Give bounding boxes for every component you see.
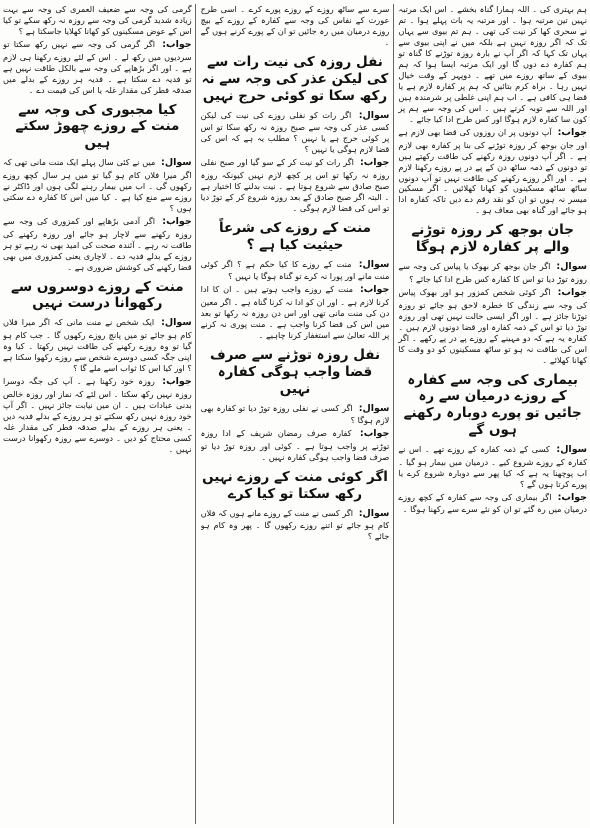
question-block: [3, 317, 192, 374]
answer-label: جواب:: [162, 215, 192, 227]
question-text: ایک شخص نے منت مانی کہ اگر میرا فلاں کام ہو جائے تو میں پانچ روزے رکھوں گا ۔ جب کام ہو گیا تو وہ روزے رکھنے کی طاقت نہیں رکھتا ۔ کیا وہ اپنی جگہ کسی دوسرے شخص سے روزے رکھوا سکتا ہے ؟ اور کیا اس کا ثواب اسے ملے گا ؟: [3, 317, 192, 373]
answer-block: [201, 284, 390, 341]
question-block: [398, 444, 587, 490]
question-label: سوال:: [358, 109, 390, 121]
answer-text: کفارہ صرف رمضان شریف کے ادا روزہ توڑنے پر واجب ہوتا ہے ۔ کوئی اور روزہ توڑ دیا تو صرف قضا واجب ہوگی کفارہ نہیں ۔: [200, 428, 390, 463]
question-text: اگر رات کو نفلی روزے کی نیت کی لیکن کسی عذر کی وجہ سے صبح روزہ نہ رکھ سکا تو اس پر کوئی حرج ہے یا نہیں ؟ مطلب یہ ہے کہ اس کی قضا لازم ہوگی یا نہیں ؟: [200, 109, 390, 155]
question-label: سوال:: [161, 157, 192, 169]
section-heading: جان بوجھ کر روزہ توڑنے والے پر کفارہ لازم ہوگا: [411, 222, 574, 256]
answer-text: اگر آدمی بڑھاپے اور کمزوری کی وجہ سے روزہ رکھنے سے لاچار ہو جائے اور روزہ رکھنے کی طاقت نہ رہے ۔ آئندہ صحت کی امید بھی نہ رہے تو ہر روزے کے بدلے فدیہ دے ۔ لاچاری یعنی کمزوری میں بھی قضا رکھنے کی کوشش ضروری ہے ۔: [3, 215, 192, 272]
question-block: [3, 157, 192, 214]
column-right: [398, 4, 587, 824]
section-heading: بیماری کی وجہ سے کفارہ کے روزے درمیان سے رہ جائیں تو پورے دوبارہ رکھنے ہوں گے: [403, 371, 582, 439]
question-block: [201, 403, 390, 427]
question-label: سوال:: [556, 261, 587, 273]
question-label: سوال:: [358, 402, 390, 414]
section-heading: کیا مجبوری کی وجہ سے منت کے روزے چھوڑ سکتے ہیں: [15, 101, 180, 152]
question-text: کسی کے ذمہ کفارہ کے روزے تھے ۔ اس نے کفارہ کے روزے شروع کیے ۔ درمیان میں بیمار ہو گیا ۔ اب پوچھنا یہ ہے کہ کیا پھر سے دوبارہ شروع کرے یا پورے کرتا ہوں گے ؟: [398, 444, 587, 489]
answer-text: آپ دونوں پر ان روزوں کی قضا بھی لازم ہے اور جان بوجھ کر روزہ توڑنے کی بنا پر کفارہ بھی لازم ہے ۔ اگر آپ دونوں روزہ رکھنے کی طاقت رکھتے ہیں تو دونوں کے ذمہ ساٹھ دن کے پے در پے روزے رکھنا لازم ہے ۔ اور اگر روزے رکھنے کی طاقت نہیں تو آپ دونوں ساٹھ ساٹھ مسکینوں کو کھانا کھلائیں ۔ اگر مسکین میسر نہ ہوں تو ان کو نقد رقم دے دیں تاکہ کفارہ ادا ہو جائے اور گناہ بھی معاف ہو ۔: [398, 126, 587, 216]
answer-block: [3, 376, 192, 455]
answer-label: جواب:: [557, 491, 587, 503]
question-text: میں نے کئی سال پہلے ایک منت مانی تھی کہ اگر میرا فلاں کام ہو گیا تو میں ہر سال کچھ روزے رکھوں گی ۔ اب میں بیمار رہنے لگی ہوں اور ڈاکٹر نے روزے سے منع کیا ہے ۔ کیا میں اس کا کفارہ دے سکتی ہوں ؟: [3, 157, 192, 213]
question-label: سوال:: [358, 258, 390, 270]
column-divider: [195, 4, 196, 824]
answer-block: [398, 127, 587, 217]
answer-text: اگر کوئی شخص کمزور ہو اور بھوک پیاس کی وجہ سے زندگی کا خطرہ لاحق ہو جائے تو روزہ توڑنا جائز ہے ۔ اور اگر ایسی حالت نہیں تھی اور روزہ توڑ دیا تو اس کے ذمہ کفارہ اور قضا دونوں لازم ہیں ۔ کفارہ یہ ہے کہ دو مہینے کے روزے پے در پے رکھے ۔ اگر اس کی طاقت نہ ہو تو ساٹھ مسکینوں کو دو وقت کا کھانا کھلائے ۔: [398, 286, 587, 365]
column-divider: [393, 4, 394, 824]
answer-label: جواب:: [557, 126, 587, 138]
column-middle: [201, 4, 390, 824]
question-text: اگر کسی نے منت کے روزے مانے ہوں کہ فلاں کام ہو جائے تو اتنے روزے رکھوں گا ۔ پھر وہ کام ہو جائے ؟: [200, 507, 390, 542]
question-label: سوال:: [556, 444, 587, 456]
answer-block: [398, 492, 587, 516]
answer-text: منت کے روزے واجب ہوتے ہیں ۔ ان کا ادا کرنا لازم ہے ۔ اور ان کو ادا نہ کرنا گناہ ہے ۔ اگر معین دن کی منت مانی تھی اور اس دن روزہ نہ رکھا تو بعد میں اس کی قضا کرنا واجب ہے ۔ منت پوری نہ کرنے پر اللہ تعالیٰ سے استغفار کرنا چاہیے ۔: [200, 284, 390, 341]
answer-label: جواب:: [162, 38, 192, 50]
answer-block: [398, 287, 587, 366]
section-heading: نفل روزہ توڑنے سے صرف قضا واجب ہوگی کفارہ نہیں: [209, 347, 381, 397]
question-block: [201, 259, 390, 283]
section-heading: نفل روزہ کی نیت رات سے کی لیکن عذر کی وجہ سے نہ رکھ سکا تو کوئی حرج نہیں: [201, 53, 389, 104]
question-text: منت کے روزے کا کیا حکم ہے ؟ اگر کوئی منت مانے اور پورا نہ کرے تو گناہ ہوگا یا نہیں ؟: [200, 258, 390, 282]
question-label: سوال:: [161, 317, 192, 329]
answer-label: جواب:: [359, 284, 390, 296]
answer-text: روزہ خود رکھنا ہے ۔ آپ کی جگہ دوسرا روزہ نہیں رکھ سکتا ۔ اس لئے کہ نماز اور روزہ خالص بدنی عبادات ہیں ۔ ان میں نیابت جائز نہیں ۔ اگر آپ خود روزہ نہیں رکھ سکتے تو ہر روزے کے بدلے فدیہ دیں ۔ یعنی ہر روزے کے بدلے صدقہ فطر کی مقدار غلہ کسی محتاج کو دیں ۔ دوسرے سے روزہ رکھوانا درست نہیں ۔: [3, 375, 192, 454]
answer-text: اگر بیماری کی وجہ سے کفارہ کے کچھ روزے درمیان میں رہ گئے تو ان کو نئے سرے سے رکھنا ہوگا ۔: [398, 491, 587, 515]
answer-block: [3, 216, 192, 273]
answer-block: [3, 39, 192, 96]
answer-label: جواب:: [162, 375, 192, 387]
question-block: [398, 261, 587, 285]
body-paragraph: گرمی کی وجہ سے ضعیف العمری کی وجہ سے بہت زیادہ شدید گرمی کی وجہ سے روزہ نہ رکھ سکے تو کیا اس کے عوض مسکینوں کو کھانا کھلایا جاسکتا ہے ؟: [3, 4, 192, 36]
answer-label: جواب:: [557, 286, 587, 298]
question-text: اگر کسی نے نفلی روزہ توڑ دیا تو کفارہ بھی لازم ہوگا ؟: [200, 402, 390, 426]
question-block: [201, 110, 390, 156]
answer-label: جواب:: [359, 157, 390, 169]
column-left: [3, 4, 192, 824]
answer-text: اگر گرمی کی وجہ سے نہیں رکھ سکتا تو سردیوں میں رکھ لے ۔ اس کے لئے روزے رکھنا ہی لازم ہے ۔ اور اگر بڑھاپے کی وجہ سے بالکل طاقت نہیں ہے تو فدیہ دے سکتا ہے ۔ فدیہ ہر روزے کے بدلے میں صدقہ فطر کی مقدار غلہ یا اس کی قیمت دے ۔: [3, 38, 192, 95]
answer-block: [201, 157, 390, 214]
question-text: اگر جان بوجھ کر بھوک یا پیاس کی وجہ سے روزہ توڑ دیا تو اس کا کفارہ کس طرح ادا کیا جائے ؟: [398, 261, 587, 284]
section-heading: اگر کوئی منت کے روزے نہیں رکھ سکتا تو کیا کرے: [202, 469, 388, 502]
section-heading: منت کے روزے کی شرعاً حیثیت کیا ہے ؟: [218, 219, 372, 253]
body-paragraph: سرے سے ساٹھ روزے کے روزے پورے کرے ۔ اسی طرح عورت کے نفاس کی وجہ سے کفارہ کے روزے کے بیچ روزے درمیان میں رہ جائیں تو ان کے پورے کرنے ہوں گے ۔: [200, 4, 390, 47]
answer-block: [201, 428, 390, 463]
question-label: سوال:: [358, 507, 390, 519]
body-paragraph: ہم بہتری کی ۔ اللہ ہمارا گناہ بخشے ۔ اس ایک مرتبہ نہیں تین مرتبہ ہوا ۔ اور مرتبہ یہ بات پہلے ہوا ۔ تم نے سحری کھا کر نیت کی تھی ۔ ہم تم بیوی سے یہاں تک کہ اگر روزہ نہیں ہے بلکہ میں نے اپنی بیوی سے یہاں تک کہا کہ اگر آپ نے بارہ روزہ توڑنے کا گناہ تو ہم کفارہ دے دوں گا اور ایک مرتبہ ایسا ہوا کہ ہم بیوی کے ساتھ روزے میں تھے ۔ دوپہر کے وقت خیال نہیں رہا ۔ براہ کرم بتائیں کہ ہم پر کفارہ لازم ہے یا قضا ہی کافی ہے ۔ اب ہم اپنی غلطی پر شرمندہ ہیں اور اللہ سے توبہ کرتے ہیں ۔ اس کی وجہ سے ہم پر کون سا کفارہ لازم ہوگا اور کس طرح ادا کیا جائے ۔: [398, 4, 587, 124]
answer-text: اگر رات کو نیت کر کے سو گیا اور صبح نفلی روزہ نہ رکھا تو اس پر کچھ لازم نہیں کیونکہ روزہ صبح صادق سے شروع ہوتا ہے ۔ نیت بدلنے کا اختیار ہے ۔ البتہ اگر صبح صادق کے بعد روزہ شروع کر کے توڑ دیا تو اس کی قضا لازم ہوگی ۔: [200, 157, 390, 213]
section-heading: منت کے روزے دوسروں سے رکھوانا درست نہیں: [11, 278, 184, 312]
answer-label: جواب:: [359, 428, 390, 440]
question-block: [201, 508, 390, 543]
